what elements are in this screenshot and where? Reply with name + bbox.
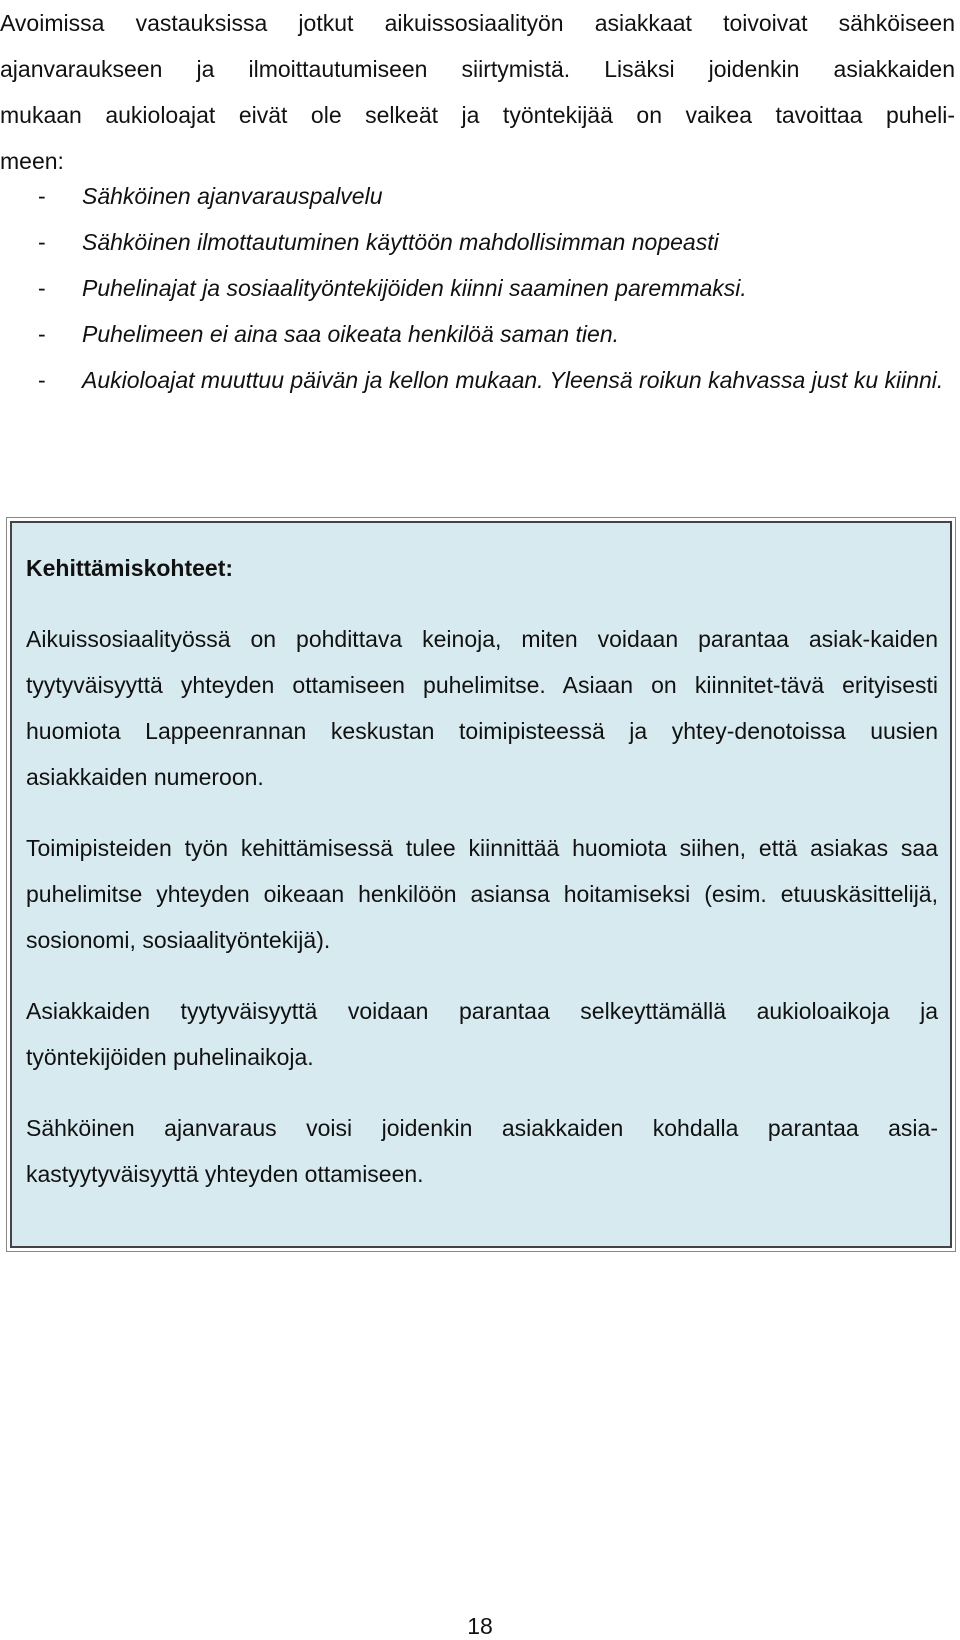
page-number: 18 <box>467 1613 493 1639</box>
list-item <box>0 311 958 357</box>
list-item <box>0 357 958 403</box>
list-item-text: Sähköinen ajanvarauspalvelu <box>82 183 383 209</box>
list-dash: - <box>38 229 46 255</box>
list-item <box>0 173 958 219</box>
list-dash: - <box>38 367 46 393</box>
intro-line: meen: <box>0 148 64 174</box>
box-paragraph: Asiakkaiden tyytyväisyyttä voidaan parantaa selkeyttämällä aukioloaikoja ja työntekijöiden puhelinaikoja. <box>26 998 938 1070</box>
intro-line: Avoimissa vastauksissa jotkut aikuissosiaalityön asiakkaat toivoivat sähköiseen <box>0 10 955 36</box>
list-dash: - <box>38 183 46 209</box>
box-paragraph: Toimipisteiden työn kehittämisessä tulee kiinnittää huomiota siihen, että asiakas saa puhelimitse yhteyden oikeaan henkilöön asiansa hoitamiseksi (esim. etuuskäsittelijä, sosionomi, sosiaalityöntekijä). <box>26 835 938 953</box>
list-item-text: Sähköinen ilmottautuminen käyttöön mahdollisimman nopeasti <box>82 229 719 255</box>
list-dash: - <box>38 321 46 347</box>
list-item-text: Puhelinajat ja sosiaalityöntekijöiden kiinni saaminen paremmaksi. <box>82 275 747 301</box>
box-paragraph: Sähköinen ajanvaraus voisi joidenkin asiakkaiden kohdalla parantaa asia-kastyytyväisyyttä yhteyden ottamiseen. <box>26 1115 938 1187</box>
quote-list <box>0 173 958 403</box>
box-paragraph: Aikuissosiaalityössä on pohdittava keinoja, miten voidaan parantaa asiak-kaiden tyytyväisyyttä yhteyden ottamiseen puhelimitse. Asiaan on kiinnitet-tävä erityisesti huomiota Lappeenrannan keskustan toimipisteessä ja yhtey-denotoissa uusien asiakkaiden numeroon. <box>26 626 938 790</box>
list-item <box>0 265 958 311</box>
intro-line: mukaan aukioloajat eivät ole selkeät ja työntekijää on vaikea tavoittaa puheli- <box>0 102 955 128</box>
box-title: Kehittämiskohteet: <box>26 555 234 581</box>
list-item <box>0 219 958 265</box>
intro-paragraph <box>0 0 955 184</box>
list-item-text: Puhelimeen ei aina saa oikeata henkilöä saman tien. <box>82 321 620 347</box>
intro-line: ajanvaraukseen ja ilmoittautumiseen siirtymistä. Lisäksi joidenkin asiakkaiden <box>0 56 955 82</box>
list-item-text: Aukioloajat muuttuu päivän ja kellon mukaan. Yleensä roikun kahvassa just ku kiinni. <box>82 367 944 393</box>
list-dash: - <box>38 275 46 301</box>
development-targets-box <box>10 521 952 1248</box>
development-targets-content <box>26 545 938 1222</box>
